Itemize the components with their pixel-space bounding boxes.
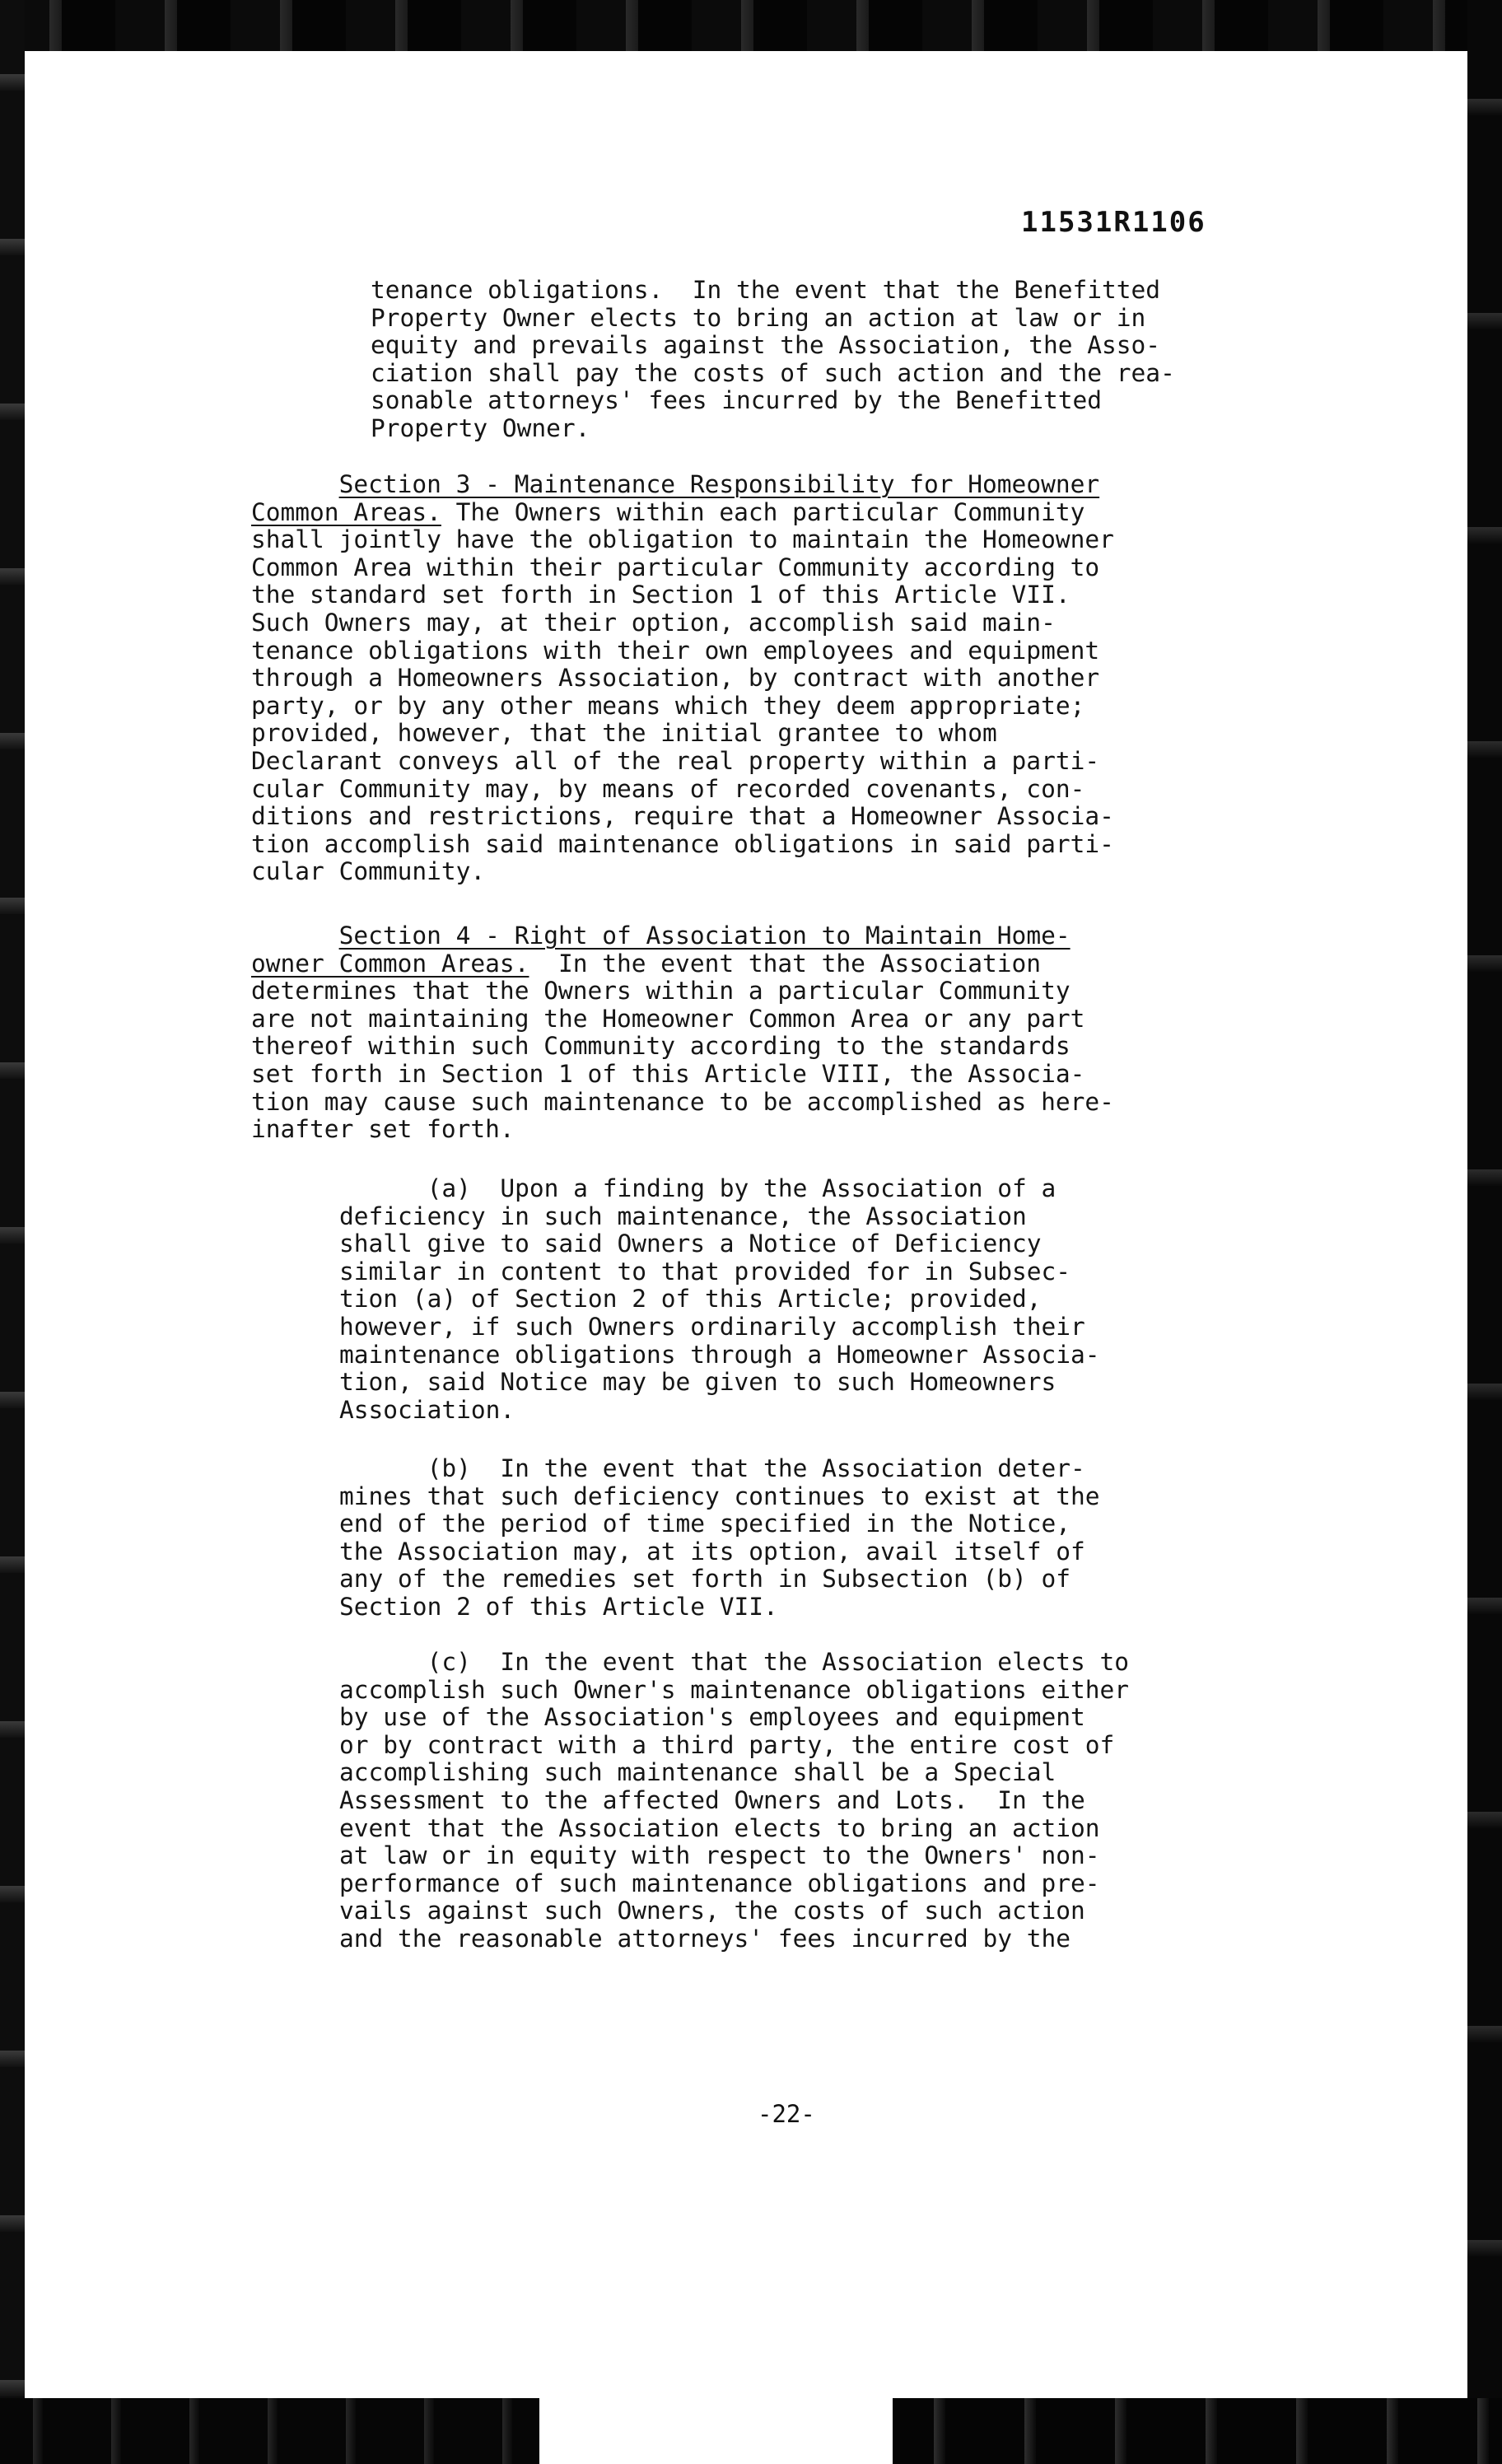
text-line: tion (a) of Section 2 of this Article; provided, (339, 1285, 1042, 1314)
scan-border-right (1467, 0, 1502, 2464)
text-line: deficiency in such maintenance, the Association (339, 1202, 1027, 1230)
text-line: Assessment to the affected Owners and Lots. In the (339, 1785, 1085, 1814)
text-line: the standard set forth in Section 1 of this Article VII. (251, 581, 1071, 609)
text-line: set forth in Section 1 of this Article VIII, the Associa- (251, 1059, 1085, 1088)
text-line: (a) Upon a finding by the Association of a (339, 1174, 1057, 1202)
text-line: (b) In the event that the Association deter- (339, 1454, 1085, 1482)
text-line: thereof within such Community according to the standards (251, 1032, 1071, 1061)
text-line: Association. (339, 1395, 515, 1424)
text-line: any of the remedies set forth in Subsection (b) of (339, 1565, 1071, 1594)
text-line: Property Owner elects to bring an action at law or in (371, 303, 1146, 332)
text-line: by use of the Association's employees and equipment (339, 1703, 1085, 1732)
text-line: inafter set forth. (251, 1115, 515, 1144)
text-line: end of the period of time specified in the Notice, (339, 1510, 1071, 1538)
text-line: cular Community. (251, 857, 486, 886)
text-line: tenance obligations. In the event that the Benefitted (371, 276, 1161, 304)
section-3 (251, 471, 1114, 886)
text-line: In the event that the Association (529, 949, 1042, 978)
text-line: accomplish such Owner's maintenance obligations either (339, 1675, 1130, 1704)
text-line: Section 2 of this Article VII. (339, 1592, 778, 1621)
text-line: through a Homeowners Association, by contract with another (251, 664, 1100, 693)
text-line: at law or in equity with respect to the Owners' non- (339, 1841, 1100, 1870)
text-line: Declarant conveys all of the real property within a parti- (251, 746, 1100, 775)
section-3-heading-cont: Common Areas. (251, 497, 441, 526)
text-line: accomplishing such maintenance shall be a Special (339, 1758, 1057, 1787)
section-4-heading: Section 4 - Right of Association to Maintain Home- (338, 922, 1071, 950)
scan-border-top (0, 0, 1502, 51)
text-line: similar in content to that provided for in Subsec- (339, 1257, 1071, 1286)
text-line: are not maintaining the Homeowner Common Area or any part (251, 1004, 1085, 1033)
text-line: tion may cause such maintenance to be accomplished as here- (251, 1087, 1114, 1116)
text-line: tion, said Notice may be given to such Homeowners (339, 1368, 1057, 1397)
text-line: cular Community may, by means of recorded covenants, con- (251, 774, 1085, 803)
text-line: party, or by any other means which they deem appropriate; (251, 691, 1085, 720)
text-line: Such Owners may, at their option, accomplish said main- (251, 608, 1056, 637)
text-line: however, if such Owners ordinarily accomplish their (339, 1312, 1085, 1341)
text-line: provided, however, that the initial grantee to whom (251, 719, 997, 748)
section-4 (251, 922, 1114, 1144)
text-line: (c) In the event that the Association elects to (339, 1648, 1130, 1676)
page-number: -22- (758, 2100, 815, 2128)
text-line: shall give to said Owners a Notice of Deficiency (339, 1230, 1042, 1258)
text-line: Common Area within their particular Community according to (251, 553, 1100, 581)
text-line: the Association may, at its option, avail itself of (339, 1537, 1085, 1566)
text-line: performance of such maintenance obligations and pre- (339, 1869, 1100, 1897)
section-3-heading: Section 3 - Maintenance Responsibility for Homeowner (338, 470, 1100, 498)
text-line: shall jointly have the obligation to maintain the Homeowner (251, 525, 1114, 554)
text-line: The Owners within each particular Community (441, 497, 1085, 526)
subsection-b (339, 1455, 1100, 1622)
section-4-heading-cont: owner Common Areas. (251, 949, 529, 978)
text-line: equity and prevails against the Association, the Asso- (371, 331, 1161, 360)
subsection-c (339, 1649, 1129, 1953)
text-line: or by contract with a third party, the entire cost of (339, 1730, 1115, 1759)
text-line: sonable attorneys' fees incurred by the Benefitted (371, 386, 1103, 415)
text-line: ditions and restrictions, require that a Homeowner Associa- (251, 802, 1114, 831)
text-line: mines that such deficiency continues to exist at the (339, 1482, 1100, 1510)
text-line: maintenance obligations through a Homeowner Associa- (339, 1340, 1100, 1369)
scan-border-bottom-right (893, 2398, 1502, 2464)
continued-paragraph (371, 277, 1175, 443)
text-line: event that the Association elects to bring an action (339, 1813, 1100, 1842)
text-line: determines that the Owners within a particular Community (251, 977, 1071, 1006)
text-line: tion accomplish said maintenance obligations in said parti- (251, 829, 1114, 858)
text-line: Property Owner. (371, 413, 590, 442)
scan-border-left (0, 0, 25, 2464)
subsection-a (339, 1175, 1100, 1424)
text-line: and the reasonable attorneys' fees incurred by the (339, 1924, 1071, 1953)
text-line: tenance obligations with their own employees and equipment (251, 636, 1100, 665)
text-line: ciation shall pay the costs of such action and the rea- (371, 358, 1175, 387)
document-number: 11531R1106 (1021, 206, 1206, 239)
scan-border-bottom-left (0, 2398, 539, 2464)
text-line: vails against such Owners, the costs of such action (339, 1897, 1085, 1925)
